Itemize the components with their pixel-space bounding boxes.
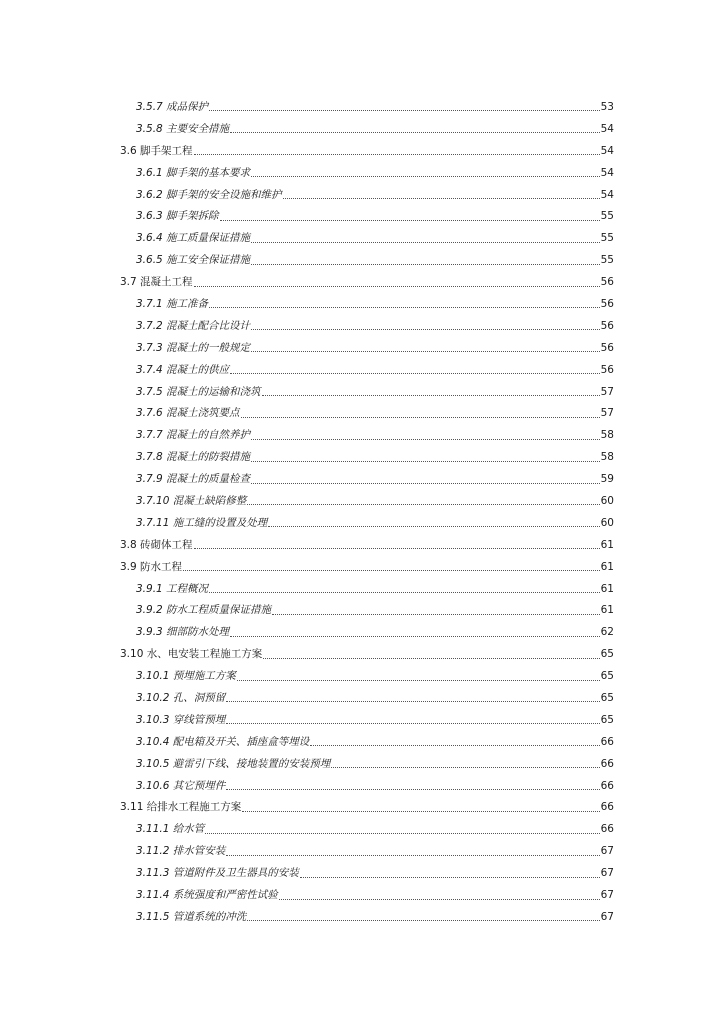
toc-entry-title: 3.11.3 管道附件及卫生器具的安装 xyxy=(136,867,299,880)
toc-entry[interactable] xyxy=(0,446,614,468)
toc-entry-page: 56 xyxy=(600,319,614,332)
toc-entry[interactable] xyxy=(0,862,614,884)
toc-entry[interactable] xyxy=(0,665,614,687)
toc-entry-title: 3.9.2 防水工程质量保证措施 xyxy=(136,604,272,617)
toc-entry-page: 61 xyxy=(600,604,614,617)
dot-leader xyxy=(230,636,600,637)
toc-entry-title: 3.11 给排水工程施工方案 xyxy=(120,801,242,814)
toc-entry-page: 66 xyxy=(600,823,614,836)
toc-entry[interactable] xyxy=(0,315,614,337)
toc-entry[interactable] xyxy=(0,621,614,643)
toc-entry[interactable] xyxy=(0,599,614,621)
dot-leader xyxy=(241,417,600,418)
toc-entry-page: 66 xyxy=(600,801,614,814)
dot-leader xyxy=(209,592,600,593)
toc-entry[interactable] xyxy=(0,468,614,490)
toc-entry-page: 66 xyxy=(600,735,614,748)
dot-leader xyxy=(251,329,600,330)
dot-leader xyxy=(209,110,600,111)
toc-entry[interactable] xyxy=(0,402,614,424)
toc-entry-page: 59 xyxy=(600,473,614,486)
toc-entry[interactable] xyxy=(0,840,614,862)
toc-entry[interactable] xyxy=(0,578,614,600)
toc-entry-page: 61 xyxy=(600,560,614,573)
dot-leader xyxy=(194,154,600,155)
table-of-contents xyxy=(0,96,724,928)
dot-leader xyxy=(226,723,599,724)
toc-entry-title: 3.7.11 施工缝的设置及处理 xyxy=(136,516,268,529)
toc-entry[interactable] xyxy=(0,162,614,184)
toc-entry-title: 3.6.3 脚手架拆除 xyxy=(136,210,219,223)
toc-entry-page: 53 xyxy=(600,100,614,113)
dot-leader xyxy=(310,745,599,746)
toc-entry-title: 3.9.3 细部防水处理 xyxy=(136,626,230,639)
toc-entry[interactable] xyxy=(0,205,614,227)
toc-entry-title: 3.11.5 管道系统的冲洗 xyxy=(136,910,247,923)
dot-leader xyxy=(262,395,600,396)
toc-entry-title: 3.6.5 施工安全保证措施 xyxy=(136,254,251,267)
toc-entry[interactable] xyxy=(0,227,614,249)
toc-entry-title: 3.6.2 脚手架的安全设施和维护 xyxy=(136,188,282,201)
dot-leader xyxy=(251,439,600,440)
dot-leader xyxy=(272,614,600,615)
toc-entry-title: 3.11.1 给水管 xyxy=(136,823,205,836)
dot-leader xyxy=(220,220,600,221)
toc-entry[interactable] xyxy=(0,534,614,556)
toc-entry-page: 54 xyxy=(600,122,614,135)
toc-entry-page: 60 xyxy=(600,516,614,529)
toc-entry-title: 3.10.2 孔、洞预留 xyxy=(136,691,226,704)
dot-leader xyxy=(205,833,599,834)
toc-entry[interactable] xyxy=(0,818,614,840)
toc-entry-page: 56 xyxy=(600,363,614,376)
toc-entry[interactable] xyxy=(0,293,614,315)
toc-entry-title: 3.7.5 混凝土的运输和浇筑 xyxy=(136,385,261,398)
toc-entry-title: 3.6.1 脚手架的基本要求 xyxy=(136,166,251,179)
toc-entry-page: 62 xyxy=(600,626,614,639)
toc-entry-title: 3.7.1 施工准备 xyxy=(136,297,209,310)
toc-entry-page: 56 xyxy=(600,341,614,354)
toc-entry-title: 3.5.8 主要安全措施 xyxy=(136,122,230,135)
toc-entry-title: 3.10.3 穿线管预埋 xyxy=(136,713,226,726)
toc-entry-page: 58 xyxy=(600,451,614,464)
toc-entry-page: 56 xyxy=(600,297,614,310)
toc-entry[interactable] xyxy=(0,687,614,709)
toc-entry[interactable] xyxy=(0,556,614,578)
toc-entry[interactable] xyxy=(0,271,614,293)
toc-entry-page: 65 xyxy=(600,670,614,683)
toc-entry-title: 3.7.2 混凝土配合比设计 xyxy=(136,319,251,332)
dot-leader xyxy=(226,701,599,702)
toc-entry[interactable] xyxy=(0,184,614,206)
toc-entry-title: 3.10 水、电安装工程施工方案 xyxy=(120,648,263,661)
dot-leader xyxy=(268,526,599,527)
dot-leader xyxy=(247,504,599,505)
toc-entry-page: 65 xyxy=(600,691,614,704)
toc-entry[interactable] xyxy=(0,118,614,140)
toc-entry-title: 3.11.4 系统强度和严密性试验 xyxy=(136,889,278,901)
toc-entry-page: 66 xyxy=(600,757,614,770)
toc-entry-page: 67 xyxy=(600,867,614,880)
toc-entry-page: 54 xyxy=(600,166,614,179)
toc-entry-page: 54 xyxy=(600,144,614,157)
dot-leader xyxy=(226,855,599,856)
dot-leader xyxy=(247,920,599,921)
toc-entry-title: 3.9 防水工程 xyxy=(120,560,183,573)
toc-entry[interactable] xyxy=(0,381,614,403)
toc-entry[interactable] xyxy=(0,709,614,731)
toc-entry[interactable] xyxy=(0,490,614,512)
toc-entry[interactable] xyxy=(0,337,614,359)
toc-entry[interactable] xyxy=(0,884,614,906)
toc-entry[interactable] xyxy=(0,249,614,271)
toc-entry-page: 65 xyxy=(600,648,614,661)
toc-entry[interactable] xyxy=(0,512,614,534)
toc-entry-title: 3.10.6 其它预埋件 xyxy=(136,779,226,792)
toc-entry-title: 3.5.7 成品保护 xyxy=(136,100,209,113)
dot-leader xyxy=(300,877,600,878)
toc-entry-page: 67 xyxy=(600,910,614,923)
toc-entry-title: 3.6.4 施工质量保证措施 xyxy=(136,232,251,245)
dot-leader xyxy=(242,811,599,812)
dot-leader xyxy=(183,570,600,571)
dot-leader xyxy=(279,899,600,900)
toc-entry[interactable] xyxy=(0,424,614,446)
toc-entry[interactable] xyxy=(0,140,614,162)
dot-leader xyxy=(209,307,600,308)
dot-leader xyxy=(230,373,600,374)
toc-entry-title: 3.7.9 混凝土的质量检查 xyxy=(136,473,251,486)
toc-entry-page: 60 xyxy=(600,494,614,507)
toc-entry[interactable] xyxy=(0,775,614,797)
toc-entry-page: 61 xyxy=(600,582,614,595)
toc-entry-title: 3.8 砖砌体工程 xyxy=(120,538,193,551)
toc-entry-page: 67 xyxy=(600,845,614,858)
toc-entry-page: 58 xyxy=(600,429,614,442)
toc-entry-title: 3.6 脚手架工程 xyxy=(120,144,193,157)
toc-entry-page: 55 xyxy=(600,232,614,245)
dot-leader xyxy=(237,680,600,681)
dot-leader xyxy=(230,132,600,133)
toc-entry-page: 56 xyxy=(600,276,614,289)
toc-entry-title: 3.11.2 排水管安装 xyxy=(136,845,226,858)
dot-leader xyxy=(251,264,600,265)
dot-leader xyxy=(194,286,600,287)
toc-entry-title: 3.10.4 配电箱及开关、插座盒等埋设 xyxy=(136,735,310,748)
toc-entry-page: 67 xyxy=(600,889,614,901)
toc-entry-title: 3.7.6 混凝土浇筑要点 xyxy=(136,407,240,420)
toc-entry-title: 3.9.1 工程概况 xyxy=(136,582,209,595)
toc-entry-page: 57 xyxy=(600,407,614,420)
toc-entry[interactable] xyxy=(0,643,614,665)
dot-leader xyxy=(226,789,599,790)
toc-entry[interactable] xyxy=(0,96,614,118)
toc-entry-page: 54 xyxy=(600,188,614,201)
toc-entry[interactable] xyxy=(0,797,614,819)
toc-entry-page: 55 xyxy=(600,254,614,267)
toc-entry-title: 3.7 混凝土工程 xyxy=(120,276,193,289)
toc-entry-page: 66 xyxy=(600,779,614,792)
toc-entry[interactable] xyxy=(0,359,614,381)
dot-leader xyxy=(263,658,599,659)
toc-entry-title: 3.7.3 混凝土的一般规定 xyxy=(136,341,251,354)
toc-entry-page: 61 xyxy=(600,538,614,551)
dot-leader xyxy=(251,176,600,177)
toc-entry-title: 3.10.1 预埋施工方案 xyxy=(136,670,236,683)
toc-entry[interactable] xyxy=(0,753,614,775)
dot-leader xyxy=(251,483,600,484)
toc-entry-title: 3.7.10 混凝土缺陷修整 xyxy=(136,494,247,507)
toc-entry-page: 65 xyxy=(600,713,614,726)
dot-leader xyxy=(331,767,599,768)
toc-entry[interactable] xyxy=(0,906,614,928)
dot-leader xyxy=(251,351,600,352)
toc-entry-title: 3.7.4 混凝土的供应 xyxy=(136,363,230,376)
dot-leader xyxy=(283,198,600,199)
toc-entry-title: 3.7.8 混凝土的防裂措施 xyxy=(136,451,251,464)
dot-leader xyxy=(251,242,600,243)
toc-entry-title: 3.7.7 混凝土的自然养护 xyxy=(136,429,251,442)
toc-entry-page: 55 xyxy=(600,210,614,223)
dot-leader xyxy=(194,548,600,549)
toc-entry[interactable] xyxy=(0,731,614,753)
toc-entry-title: 3.10.5 避雷引下线、接地装置的安装预埋 xyxy=(136,757,331,770)
toc-entry-page: 57 xyxy=(600,385,614,398)
dot-leader xyxy=(251,461,600,462)
